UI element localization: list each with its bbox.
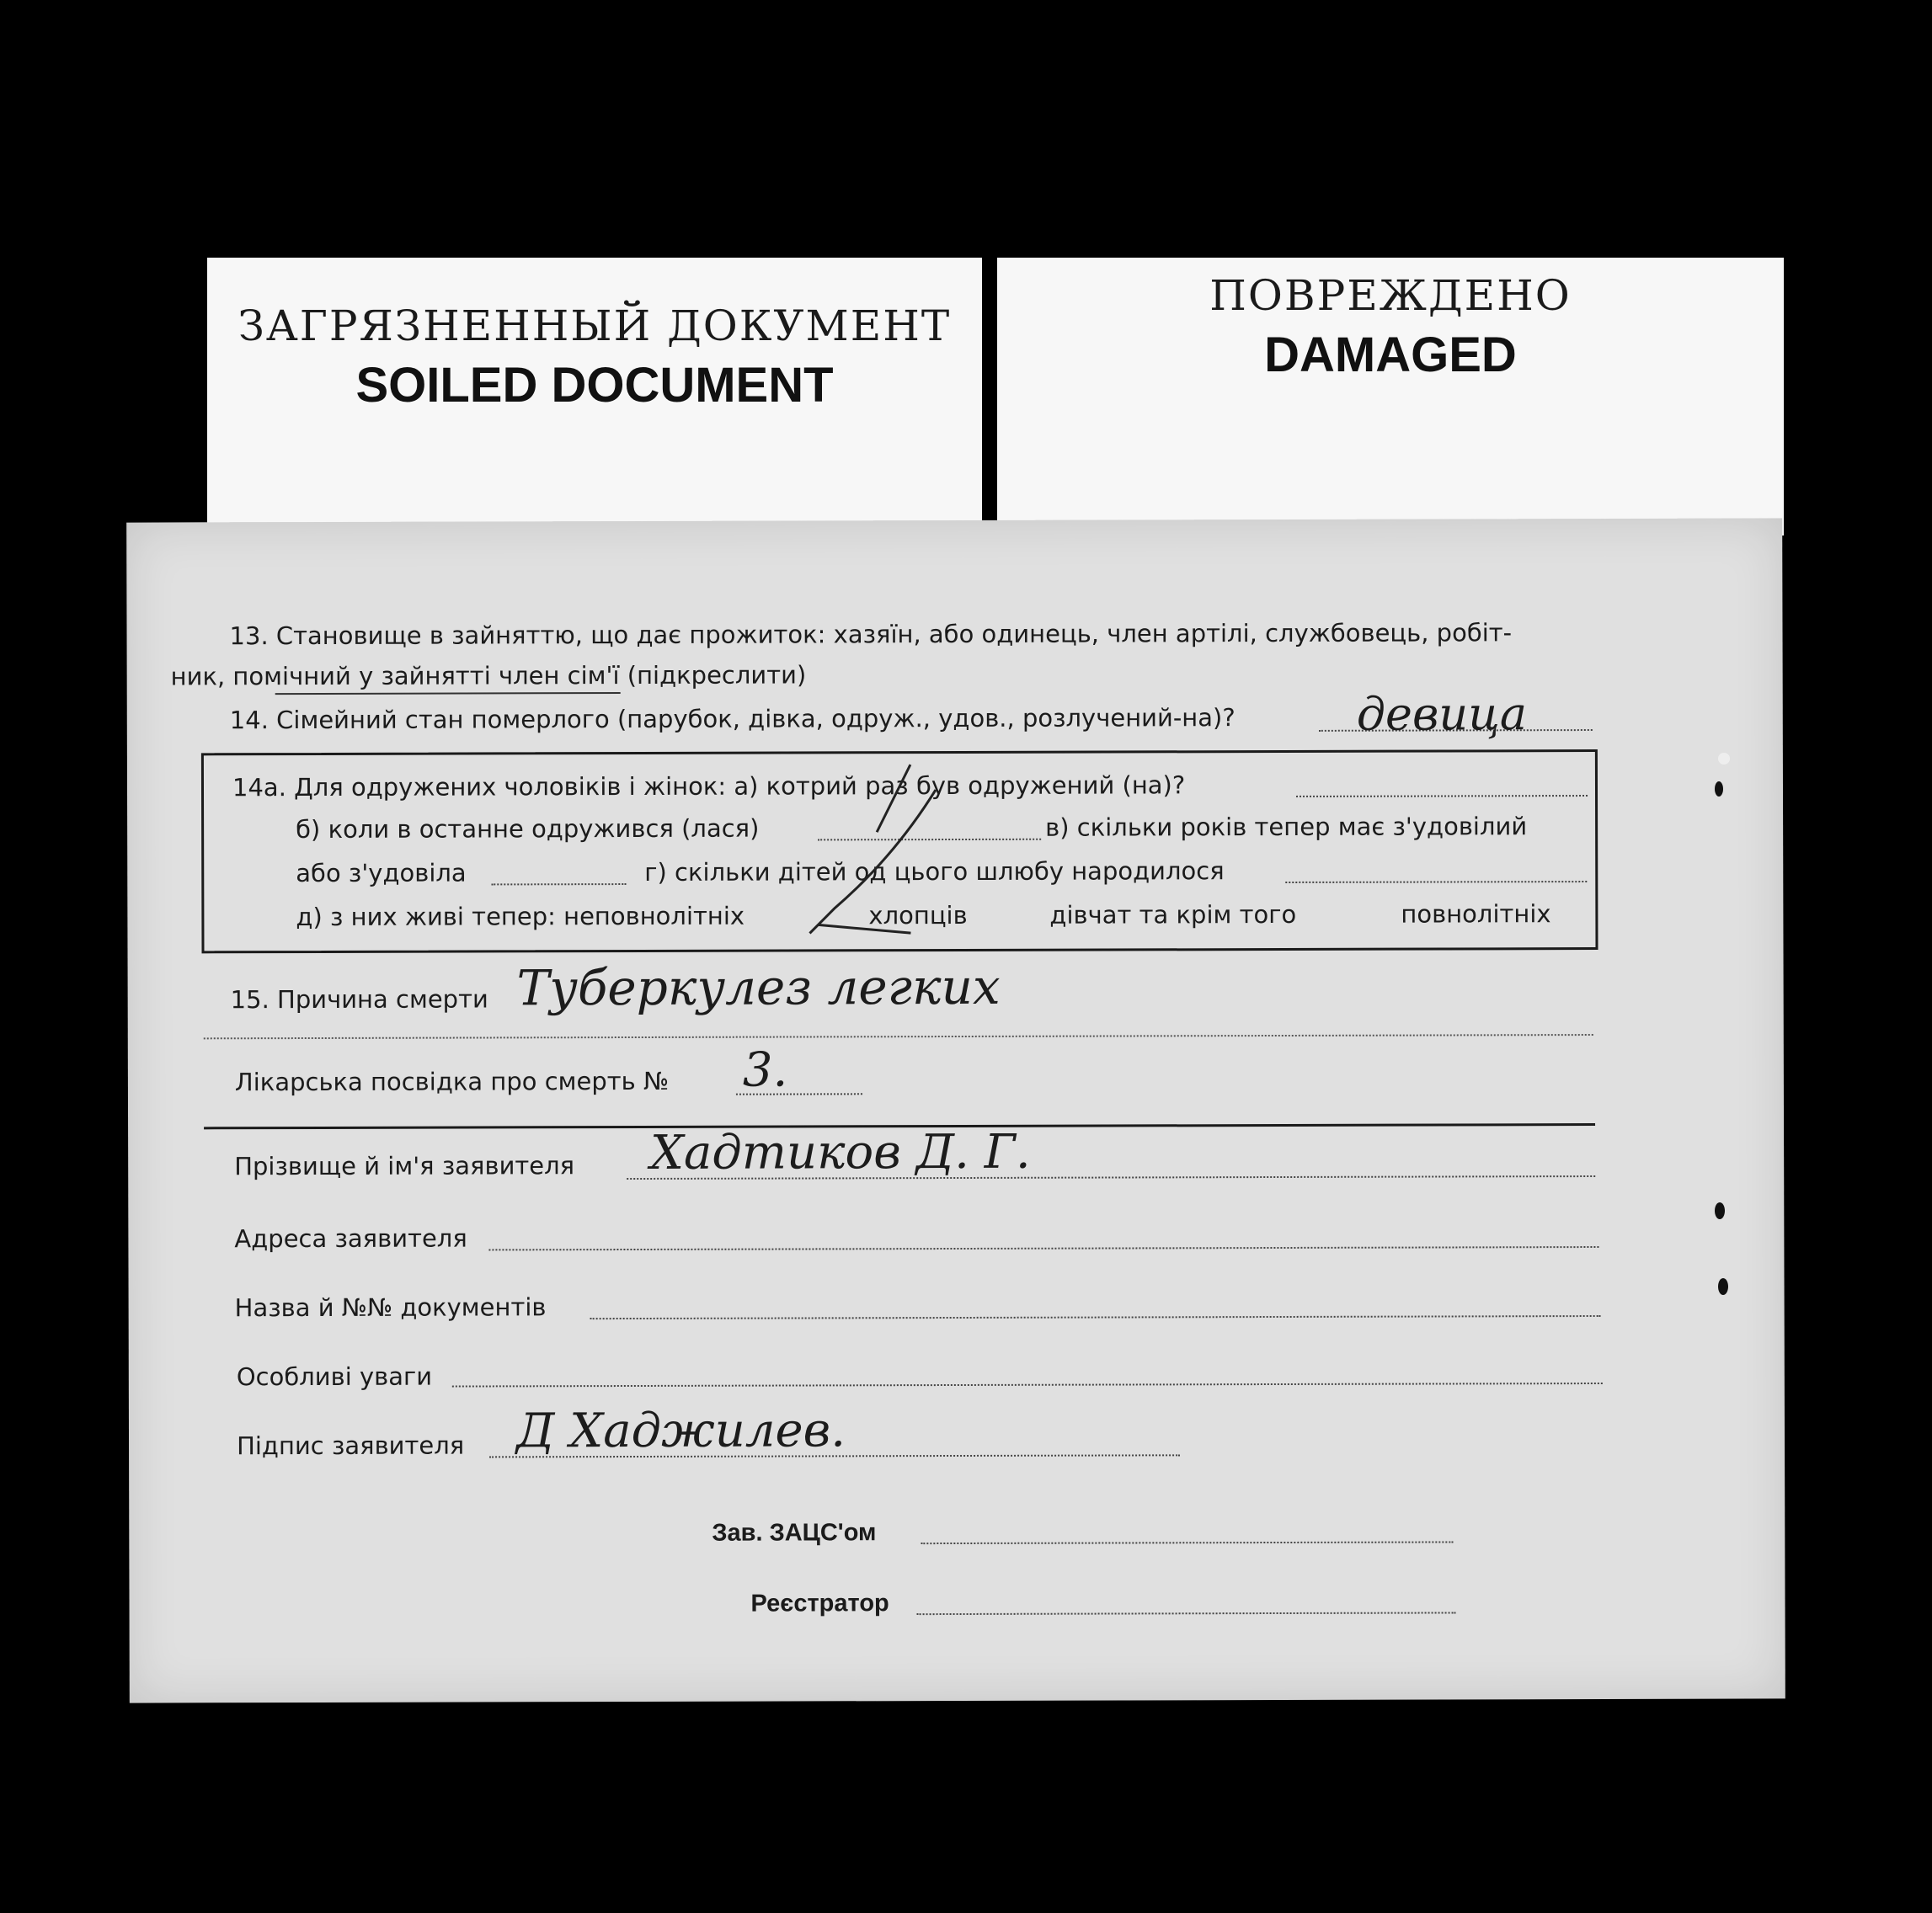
q14-label: 14. Сімейний стан померлого (парубок, дівка, одруж., удов., розлучений-на)? [229,703,1236,735]
q13-line2: ник, помічний у зайнятті член сім'ї (підкреслити) [170,660,807,691]
q14a-line1: 14а. Для одружених чоловіків і жінок: а) котрий раз був одружений (на)? [232,770,1186,802]
punch-hole [1718,1278,1728,1295]
applicant-address-label: Адреса заявителя [234,1223,467,1254]
signature-label: Підпис заявителя [236,1431,465,1461]
q15-rule [204,1034,1593,1039]
q15-label: 15. Причина смерти [230,984,488,1015]
cert-answer: 3. [742,1042,788,1098]
signature-answer: Д Хаджилев. [515,1403,846,1459]
q14a-line4-a: д) з них живі тепер: неповнолітніх [296,901,745,932]
q14a-strikethrough-mark [784,756,1004,951]
documents-field [590,1315,1601,1319]
q13-line1: 13. Становище в зайняттю, що дає прожиток: хазяїн, або одинець, член артілі, службовець, робіт- [229,618,1513,651]
remarks-field [452,1383,1603,1388]
q13-underline [275,692,621,695]
q14-answer: девица [1356,687,1528,741]
punch-hole [1715,781,1723,797]
damaged-label-en: DAMAGED [1264,328,1517,382]
q14a-line4-d: повнолітніх [1401,899,1551,929]
applicant-name-label: Прізвище й ім'я заявителя [234,1151,575,1181]
remarks-label: Особливі уваги [236,1361,433,1392]
q14a-line3-a: або з'удовіла [296,858,467,888]
q14a-line2-b: в) скільки років тепер має з'удовілий [1045,812,1528,842]
soiled-label-ru: ЗАГРЯЗНЕННЫЙ ДОКУМЕНТ [237,301,952,350]
registrar-label: Реєстратор [750,1590,889,1617]
registrar-field [917,1612,1456,1615]
q14a-line4-c: дівчат та крім того [1049,899,1297,930]
soiled-label-en: SOILED DOCUMENT [355,358,834,413]
soiled-document-label [207,258,982,544]
punch-hole [1718,753,1730,765]
damaged-label-ru: ПОВРЕЖДЕНО [1209,271,1572,320]
q14a-line4-b: хлопців [868,900,968,930]
q14a-field-widow [491,883,626,885]
cert-label: Лікарська посвідка про смерть № [234,1066,670,1097]
head-label: Зав. ЗАЦС'ом [712,1519,877,1547]
head-field [921,1541,1453,1544]
damaged-label [997,258,1784,536]
q14a-line3-b: г) скільки дітей од цього шлюбу народилося [644,856,1225,887]
q15-answer: Туберкулез легких [516,957,1001,1017]
q14a-line2-a: б) коли в останне одружився (лася) [296,813,760,845]
applicant-address-field [488,1246,1598,1250]
applicant-name-answer: Хадтиков Д. Г. [650,1124,1031,1180]
documents-label: Назва й №№ документів [234,1292,547,1323]
death-record-form [126,518,1785,1703]
punch-hole [1715,1202,1725,1219]
